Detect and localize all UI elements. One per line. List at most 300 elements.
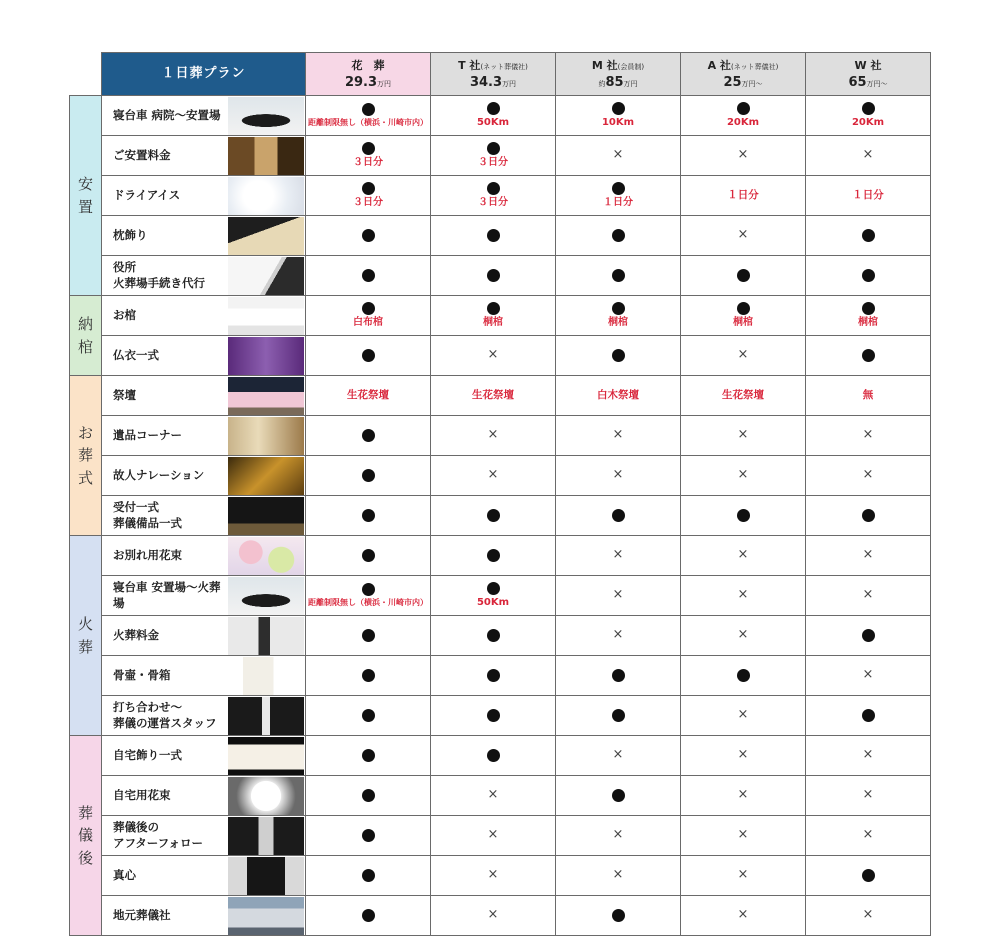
comparison-cell	[806, 136, 931, 176]
item-name	[102, 656, 227, 696]
included-dot-icon	[487, 182, 500, 195]
cell-note: ３日分	[353, 197, 383, 209]
included-dot-icon	[487, 142, 500, 155]
comparison-cell	[556, 816, 681, 856]
included-dot-icon	[612, 269, 625, 282]
comparison-cell	[556, 176, 681, 216]
cell-note: 50Km	[476, 597, 510, 609]
not-included-x-icon: ×	[737, 827, 749, 843]
comparison-cell	[556, 896, 681, 936]
item-name	[102, 96, 227, 136]
item-name-text: 骨壷・骨箱	[113, 667, 171, 682]
included-dot-icon	[487, 709, 500, 722]
comparison-cell	[806, 496, 931, 536]
cell-note: 50Km	[476, 117, 510, 129]
comparison-cell	[431, 336, 556, 376]
included-dot-icon	[612, 789, 625, 802]
item-name	[102, 176, 227, 216]
comparison-cell	[556, 776, 681, 816]
item-photo-cell	[227, 496, 306, 536]
item-name	[102, 496, 227, 536]
comparison-cell	[556, 496, 681, 536]
included-dot-icon	[362, 829, 375, 842]
item-photo-cell	[227, 856, 306, 896]
item-name	[102, 816, 227, 856]
not-included-x-icon: ×	[737, 587, 749, 603]
included-dot-icon	[862, 302, 875, 315]
included-dot-icon	[362, 182, 375, 195]
included-dot-icon	[862, 709, 875, 722]
not-included-x-icon: ×	[737, 347, 749, 363]
company-name-text: M 社	[591, 58, 618, 72]
not-included-x-icon: ×	[737, 867, 749, 883]
item-photo-cell	[227, 176, 306, 216]
comparison-cell	[806, 416, 931, 456]
included-dot-icon	[362, 709, 375, 722]
comparison-cell	[431, 896, 556, 936]
company-header	[681, 53, 806, 96]
not-included-x-icon: ×	[737, 467, 749, 483]
comparison-cell	[681, 736, 806, 776]
cell-note: ３日分	[353, 157, 383, 169]
item-name-text: 葬儀後の アフターフォロー	[113, 819, 204, 850]
not-included-x-icon: ×	[487, 467, 499, 483]
not-included-x-icon: ×	[487, 787, 499, 803]
included-dot-icon	[362, 629, 375, 642]
comparison-cell	[681, 656, 806, 696]
not-included-x-icon: ×	[487, 427, 499, 443]
not-included-x-icon: ×	[862, 147, 874, 163]
comparison-cell	[681, 776, 806, 816]
price-unit: 万円	[377, 80, 392, 89]
included-dot-icon	[362, 103, 375, 116]
cell-note: １日分	[727, 188, 759, 201]
not-included-x-icon: ×	[612, 147, 624, 163]
company-header	[431, 53, 556, 96]
company-name-text: W 社	[854, 58, 882, 72]
item-photo-cell	[227, 296, 306, 336]
comparison-cell	[556, 216, 681, 256]
comparison-cell	[806, 336, 931, 376]
comparison-cell	[306, 456, 431, 496]
included-dot-icon	[362, 142, 375, 155]
comparison-cell	[556, 456, 681, 496]
section-label-text: 葬儀後	[77, 803, 93, 867]
comparison-cell	[681, 416, 806, 456]
not-included-x-icon: ×	[862, 747, 874, 763]
included-dot-icon	[737, 302, 750, 315]
item-name	[102, 216, 227, 256]
not-included-x-icon: ×	[612, 627, 624, 643]
included-dot-icon	[487, 269, 500, 282]
comparison-cell	[681, 336, 806, 376]
included-dot-icon	[612, 349, 625, 362]
comparison-cell	[681, 696, 806, 736]
company-type: (ネット葬儀社)	[730, 62, 779, 71]
item-photo-cell	[227, 816, 306, 856]
item-name	[102, 896, 227, 936]
included-dot-icon	[487, 669, 500, 682]
company-type: (ネット葬儀社)	[480, 62, 528, 71]
included-dot-icon	[487, 229, 500, 242]
cell-note: ３日分	[478, 157, 508, 169]
item-name-text: 自宅用花束	[113, 787, 171, 802]
item-photo-cell	[227, 456, 306, 496]
price-suffix: 〜	[755, 80, 763, 89]
comparison-cell	[556, 96, 681, 136]
included-dot-icon	[362, 909, 375, 922]
not-included-x-icon: ×	[737, 787, 749, 803]
item-photo-cell	[227, 616, 306, 656]
included-dot-icon	[362, 749, 375, 762]
price-unit: 万円	[741, 80, 756, 89]
comparison-cell	[431, 776, 556, 816]
comparison-cell	[431, 216, 556, 256]
company-price	[806, 75, 930, 91]
item-name	[102, 736, 227, 776]
dry-ice-photo	[228, 177, 304, 215]
item-photo-cell	[227, 536, 306, 576]
cell-note: １日分	[603, 197, 633, 209]
section-label	[70, 376, 102, 536]
item-name	[102, 576, 227, 616]
comparison-cell	[681, 616, 806, 656]
item-photo-cell	[227, 896, 306, 936]
item-name-text: 打ち合わせ〜 葬儀の運営スタッフ	[113, 699, 217, 730]
comparison-cell	[681, 856, 806, 896]
company-header	[556, 53, 681, 96]
price-value: 29.3	[344, 75, 378, 91]
comparison-cell	[681, 456, 806, 496]
comparison-cell	[681, 896, 806, 936]
home-altar-photo	[228, 737, 304, 775]
comparison-cell	[806, 576, 931, 616]
comparison-cell	[306, 376, 431, 416]
included-dot-icon	[362, 469, 375, 482]
table-row	[70, 496, 931, 536]
comparison-cell	[556, 336, 681, 376]
table-row	[70, 96, 931, 136]
comparison-cell	[806, 96, 931, 136]
comparison-cell	[806, 296, 931, 336]
not-included-x-icon: ×	[487, 907, 499, 923]
cell-note: 距離制限無し（横浜・川崎市内）	[308, 598, 428, 608]
comparison-cell	[431, 296, 556, 336]
not-included-x-icon: ×	[737, 227, 749, 243]
cell-note: 20Km	[851, 117, 885, 129]
pillow-altar-photo	[228, 217, 304, 255]
comparison-cell	[681, 536, 806, 576]
comparison-cell	[806, 536, 931, 576]
included-dot-icon	[612, 302, 625, 315]
coffin-photo	[228, 297, 304, 335]
not-included-x-icon: ×	[612, 587, 624, 603]
included-dot-icon	[612, 102, 625, 115]
item-photo-cell	[227, 336, 306, 376]
comparison-cell	[431, 656, 556, 696]
comparison-cell	[306, 536, 431, 576]
price-prefix: 約	[598, 80, 606, 89]
burial-robe-photo	[228, 337, 304, 375]
comparison-cell	[556, 736, 681, 776]
company-name	[681, 59, 805, 73]
flower-altar-photo	[228, 377, 304, 415]
comparison-cell	[306, 256, 431, 296]
company-price	[681, 75, 805, 91]
item-name	[102, 136, 227, 176]
comparison-cell	[806, 736, 931, 776]
comparison-cell	[556, 656, 681, 696]
item-photo-cell	[227, 216, 306, 256]
company-name	[431, 59, 555, 73]
company-name	[806, 59, 930, 73]
included-dot-icon	[362, 869, 375, 882]
not-included-x-icon: ×	[862, 587, 874, 603]
included-dot-icon	[487, 509, 500, 522]
not-included-x-icon: ×	[612, 747, 624, 763]
company-price	[556, 75, 680, 91]
cell-note: 生花祭壇	[347, 388, 389, 401]
table-row	[70, 616, 931, 656]
comparison-cell	[806, 256, 931, 296]
cell-note: 20Km	[726, 117, 760, 129]
comparison-cell	[431, 416, 556, 456]
included-dot-icon	[612, 229, 625, 242]
cell-note: 生花祭壇	[722, 388, 764, 401]
table-row	[70, 216, 931, 256]
item-photo-cell	[227, 776, 306, 816]
included-dot-icon	[362, 269, 375, 282]
table-row	[70, 656, 931, 696]
plan-title: １日葬プラン	[102, 53, 306, 96]
item-name	[102, 616, 227, 656]
table-row	[70, 576, 931, 616]
cell-note: 距離制限無し（横浜・川崎市内）	[308, 118, 428, 128]
comparison-cell	[306, 176, 431, 216]
comparison-cell	[806, 656, 931, 696]
item-name-text: 受付一式 葬儀備品一式	[113, 499, 182, 530]
included-dot-icon	[362, 429, 375, 442]
not-included-x-icon: ×	[862, 907, 874, 923]
comparison-cell	[806, 856, 931, 896]
included-dot-icon	[862, 229, 875, 242]
not-included-x-icon: ×	[862, 467, 874, 483]
white-rose-photo	[228, 777, 304, 815]
comparison-cell	[806, 376, 931, 416]
cell-note: ３日分	[478, 197, 508, 209]
included-dot-icon	[862, 269, 875, 282]
not-included-x-icon: ×	[612, 867, 624, 883]
farewell-flowers-photo	[228, 537, 304, 575]
comparison-cell	[306, 696, 431, 736]
comparison-cell	[556, 536, 681, 576]
included-dot-icon	[862, 869, 875, 882]
included-dot-icon	[487, 629, 500, 642]
item-name-text: お棺	[113, 307, 136, 322]
included-dot-icon	[362, 669, 375, 682]
company-name-text: T 社	[458, 58, 481, 72]
item-name	[102, 416, 227, 456]
included-dot-icon	[737, 669, 750, 682]
company-price	[306, 75, 430, 91]
comparison-cell	[681, 816, 806, 856]
included-dot-icon	[612, 509, 625, 522]
item-name	[102, 536, 227, 576]
section-label	[70, 296, 102, 376]
comparison-cell	[556, 856, 681, 896]
comparison-table	[69, 52, 931, 936]
reception-desk-photo	[228, 497, 304, 535]
company-name	[306, 59, 430, 73]
item-name-text: お別れ用花束	[113, 547, 182, 562]
comparison-cell	[681, 176, 806, 216]
comparison-cell	[806, 896, 931, 936]
comparison-cell	[806, 776, 931, 816]
comparison-cell	[806, 616, 931, 656]
cell-note: 無	[862, 388, 874, 401]
item-photo-cell	[227, 96, 306, 136]
cell-note: 生花祭壇	[472, 388, 514, 401]
comparison-cell	[556, 416, 681, 456]
not-included-x-icon: ×	[862, 547, 874, 563]
company-name-text: A 社	[707, 58, 731, 72]
not-included-x-icon: ×	[612, 827, 624, 843]
resting-room-photo	[228, 137, 304, 175]
comparison-cell	[306, 816, 431, 856]
corner-blank	[70, 53, 102, 96]
table-row	[70, 456, 931, 496]
comparison-cell	[681, 296, 806, 336]
table-row	[70, 256, 931, 296]
comparison-cell	[556, 576, 681, 616]
item-name-text: 役所 火葬場手続き代行	[113, 259, 205, 290]
cell-note: 桐棺	[733, 317, 753, 329]
item-name-text: 祭壇	[113, 387, 136, 402]
item-name-text: 地元葬儀社	[113, 907, 171, 922]
item-name	[102, 296, 227, 336]
item-name-text: 故人ナレーション	[113, 467, 205, 482]
comparison-cell	[806, 176, 931, 216]
item-name	[102, 856, 227, 896]
included-dot-icon	[862, 102, 875, 115]
included-dot-icon	[487, 102, 500, 115]
section-label	[70, 736, 102, 936]
comparison-cell	[306, 336, 431, 376]
comparison-cell	[556, 136, 681, 176]
included-dot-icon	[737, 102, 750, 115]
comparison-cell	[306, 496, 431, 536]
comparison-cell	[431, 376, 556, 416]
item-photo-cell	[227, 696, 306, 736]
cell-note: 桐棺	[483, 317, 503, 329]
comparison-cell	[431, 576, 556, 616]
cell-note: 桐棺	[858, 317, 878, 329]
comparison-cell	[681, 136, 806, 176]
hearse-car-photo	[228, 97, 304, 135]
comparison-cell	[431, 456, 556, 496]
item-name-text: 火葬料金	[113, 627, 159, 642]
item-photo-cell	[227, 656, 306, 696]
price-unit: 万円	[623, 80, 638, 89]
comparison-cell	[306, 576, 431, 616]
not-included-x-icon: ×	[737, 427, 749, 443]
item-name	[102, 456, 227, 496]
included-dot-icon	[362, 302, 375, 315]
comparison-cell	[556, 616, 681, 656]
comparison-cell	[306, 416, 431, 456]
comparison-cell	[556, 296, 681, 336]
table-row	[70, 376, 931, 416]
included-dot-icon	[487, 549, 500, 562]
comparison-cell	[556, 376, 681, 416]
comparison-cell	[431, 616, 556, 656]
included-dot-icon	[862, 509, 875, 522]
included-dot-icon	[612, 182, 625, 195]
microphone-photo	[228, 457, 304, 495]
included-dot-icon	[737, 269, 750, 282]
company-price	[431, 75, 555, 91]
price-unit: 万円	[502, 80, 517, 89]
comparison-cell	[681, 216, 806, 256]
not-included-x-icon: ×	[737, 707, 749, 723]
not-included-x-icon: ×	[862, 827, 874, 843]
staff-photo	[228, 697, 304, 735]
comparison-cell	[306, 616, 431, 656]
comparison-cell	[431, 256, 556, 296]
comparison-cell	[306, 136, 431, 176]
not-included-x-icon: ×	[487, 867, 499, 883]
staff-bow-photo	[228, 857, 304, 895]
comparison-cell	[681, 256, 806, 296]
comparison-cell	[431, 496, 556, 536]
table-row	[70, 336, 931, 376]
comparison-cell	[306, 296, 431, 336]
company-name	[556, 59, 680, 73]
cell-note: 桐棺	[608, 317, 628, 329]
urn-box-photo	[228, 657, 304, 695]
not-included-x-icon: ×	[862, 427, 874, 443]
not-included-x-icon: ×	[487, 347, 499, 363]
not-included-x-icon: ×	[737, 907, 749, 923]
not-included-x-icon: ×	[862, 787, 874, 803]
comparison-cell	[431, 736, 556, 776]
item-name-text: ドライアイス	[113, 187, 181, 202]
table-row	[70, 296, 931, 336]
comparison-cell	[431, 96, 556, 136]
price-value: 34.3	[469, 75, 503, 91]
price-value: 65	[848, 75, 867, 91]
included-dot-icon	[862, 349, 875, 362]
item-photo-cell	[227, 736, 306, 776]
not-included-x-icon: ×	[487, 827, 499, 843]
comparison-cell	[431, 536, 556, 576]
item-photo-cell	[227, 416, 306, 456]
item-name	[102, 696, 227, 736]
table-row	[70, 816, 931, 856]
comparison-cell	[306, 776, 431, 816]
memorial-corner-photo	[228, 417, 304, 455]
comparison-cell	[431, 136, 556, 176]
item-name	[102, 776, 227, 816]
included-dot-icon	[362, 349, 375, 362]
comparison-cell	[556, 256, 681, 296]
comparison-cell	[806, 216, 931, 256]
included-dot-icon	[737, 509, 750, 522]
table-row	[70, 136, 931, 176]
not-included-x-icon: ×	[737, 747, 749, 763]
price-value: 85	[605, 75, 624, 91]
price-unit: 万円	[866, 80, 881, 89]
